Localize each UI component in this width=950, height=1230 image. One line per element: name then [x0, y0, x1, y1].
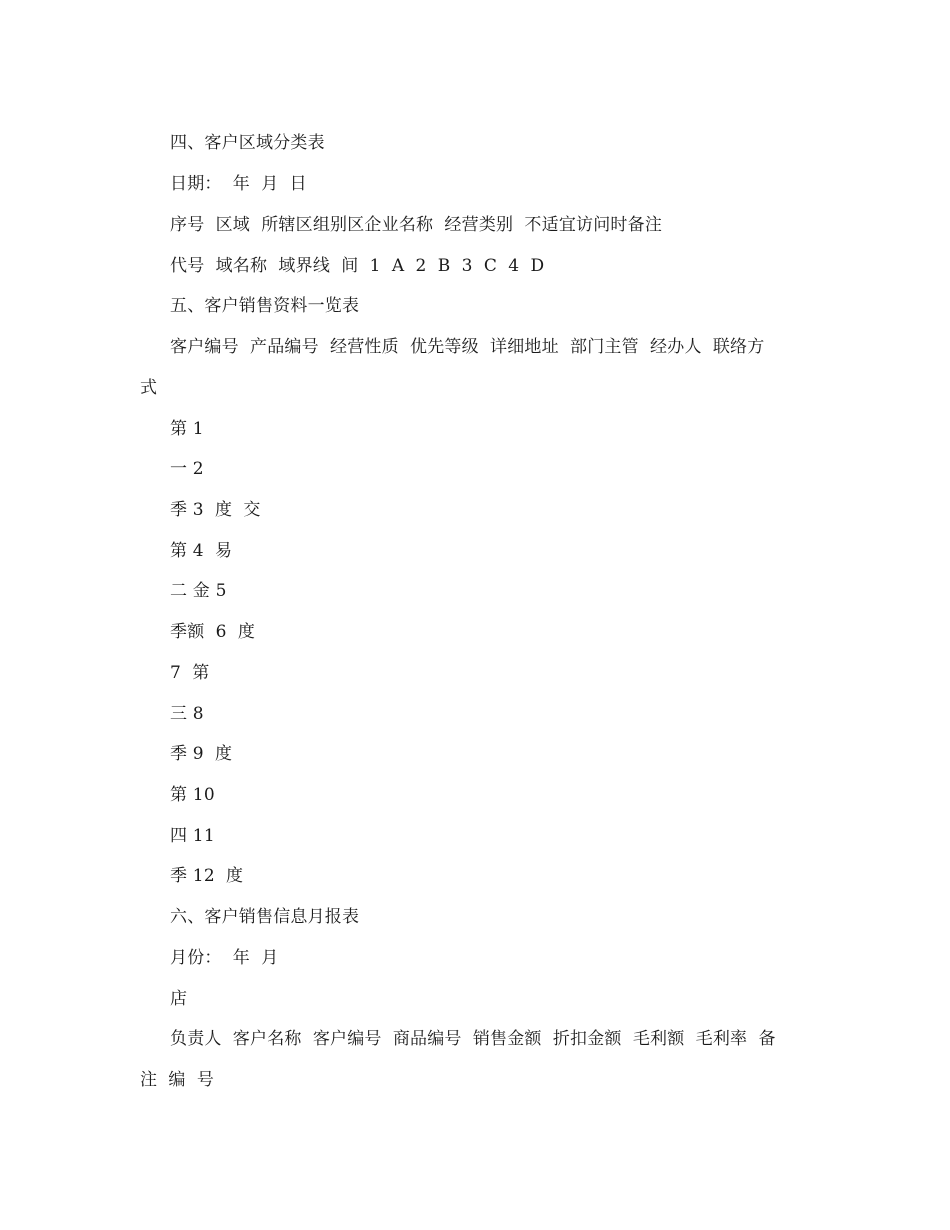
- date-line: 日期： 年 月 日: [170, 174, 307, 194]
- monthly-table-header-wrap: 注 编 号: [140, 1070, 215, 1090]
- quarter-row: 7 第: [170, 663, 210, 683]
- quarter-row: 季 9 度: [170, 744, 233, 764]
- region-table-header: 序号 区域 所辖区组别区企业名称 经营类别 不适宜访问时备注: [170, 215, 663, 235]
- section-title-monthly-report: 六、客户销售信息月报表: [170, 907, 360, 927]
- quarter-row: 一 2: [170, 459, 204, 479]
- quarter-row: 四 11: [170, 826, 215, 846]
- quarter-row: 季 12 度: [170, 866, 244, 886]
- quarter-row: 二 金 5: [170, 581, 227, 601]
- quarter-row: 第 4 易: [170, 541, 233, 561]
- section-title-customer-region: 四、客户区域分类表: [170, 133, 325, 153]
- quarter-row: 季额 6 度: [170, 622, 256, 642]
- quarter-row: 第 1: [170, 419, 204, 439]
- quarter-row: 三 8: [170, 704, 204, 724]
- quarter-row: 季 3 度 交: [170, 500, 261, 520]
- monthly-table-header: 负责人 客户名称 客户编号 商品编号 销售金额 折扣金额 毛利额 毛利率 备: [170, 1029, 776, 1049]
- quarter-row: 第 10: [170, 785, 215, 805]
- store-line: 店: [170, 989, 188, 1009]
- sales-table-header: 客户编号 产品编号 经营性质 优先等级 详细地址 部门主管 经办人 联络方: [170, 337, 765, 357]
- month-line: 月份： 年 月: [170, 948, 279, 968]
- region-table-row: 代号 域名称 域界线 间 1 A 2 B 3 C 4 D: [170, 256, 545, 276]
- section-title-sales-data: 五、客户销售资料一览表: [170, 296, 360, 316]
- sales-table-header-wrap: 式: [140, 378, 158, 398]
